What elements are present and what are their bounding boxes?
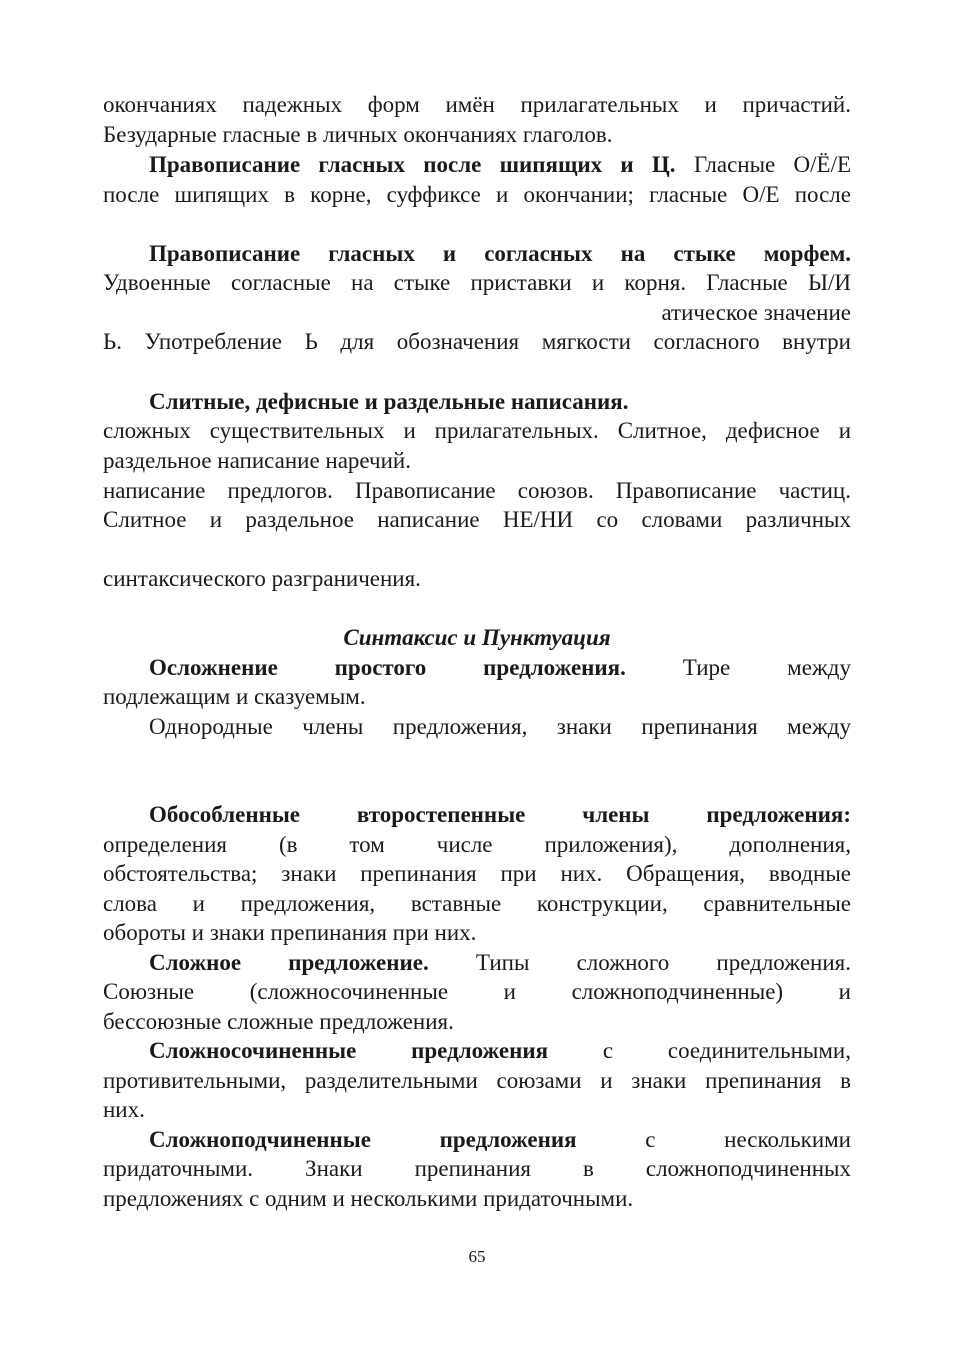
text-line: раздельное написание наречий. <box>103 448 411 473</box>
paragraph-heading: Правописание гласных и согласных на стыке морфем. <box>149 241 851 266</box>
text-line: определения (в том числе приложения), дополнения, <box>103 832 851 857</box>
paragraph-start: Однородные члены предложения, знаки препинания между <box>149 714 851 739</box>
paragraph-start <box>149 800 851 830</box>
text-line: атическое значение <box>661 300 851 325</box>
text-line: придаточными. Знаки препинания в сложноподчиненных <box>103 1156 851 1181</box>
text-line: Удвоенные согласные на стыке приставки и корня. Гласные Ы/И <box>103 270 851 295</box>
paragraph-start: Сложноподчиненные предложения с несколькими <box>149 1127 851 1152</box>
text-line: окончаниях падежных форм имён прилагательных и причастий. <box>103 92 851 117</box>
paragraph-heading: Сложноподчиненные предложения <box>149 1127 577 1152</box>
text-line: противительными, разделительными союзами и знаки препинания в <box>103 1068 851 1093</box>
paragraph-heading: Сложносочиненные предложения <box>149 1038 549 1063</box>
paragraph-start <box>149 239 851 269</box>
text-line: Союзные (сложносочиненные и сложноподчиненные) и <box>103 979 851 1004</box>
text-line: Ь. Употребление Ь для обозначения мягкости согласного внутри <box>103 329 851 354</box>
text-line: них. <box>103 1097 145 1122</box>
text-line: слова и предложения, вставные конструкции, сравнительные <box>103 891 851 916</box>
paragraph-start: Правописание гласных после шипящих и Ц. Гласные О/Ё/Е <box>149 152 852 177</box>
paragraph-heading: Сложное предложение. <box>149 950 429 975</box>
text-line: написание предлогов. Правописание союзов. Правописание частиц. <box>103 478 851 503</box>
section-title: Синтаксис и Пунктуация <box>343 625 611 650</box>
text-line: бессоюзные сложные предложения. <box>103 1009 454 1034</box>
text-line: подлежащим и сказуемым. <box>103 684 366 709</box>
text-line: обстоятельства; знаки препинания при них. Обращения, вводные <box>103 861 851 886</box>
text-line: после шипящих в корне, суффиксе и окончании; гласные О/Е после <box>103 182 851 207</box>
text-line: синтаксического разграничения. <box>103 566 421 591</box>
paragraph-start <box>149 387 851 417</box>
text-line: Безударные гласные в личных окончаниях глаголов. <box>103 122 613 147</box>
text-line: сложных существительных и прилагательных. Слитное, дефисное и <box>103 418 851 443</box>
paragraph-start: Сложное предложение. Типы сложного предложения. <box>149 950 851 975</box>
paragraph-heading: Осложнение простого предложения. <box>149 655 626 680</box>
paragraph-start: Осложнение простого предложения. Тире между <box>149 655 851 680</box>
text-line: обороты и знаки препинания при них. <box>103 920 477 945</box>
page-number: 65 <box>468 1247 486 1266</box>
text-line: предложениях с одним и несколькими придаточными. <box>103 1186 634 1211</box>
paragraph-heading: Правописание гласных после шипящих и Ц. <box>149 152 676 177</box>
paragraph-heading: Обособленные второстепенные члены предложения: <box>149 802 851 827</box>
text-line: Слитное и раздельное написание НЕ/НИ со словами различных <box>103 507 851 532</box>
paragraph-heading: Слитные, дефисные и раздельные написания. <box>149 389 629 414</box>
paragraph-start: Сложносочиненные предложения с соединительными, <box>149 1038 851 1063</box>
